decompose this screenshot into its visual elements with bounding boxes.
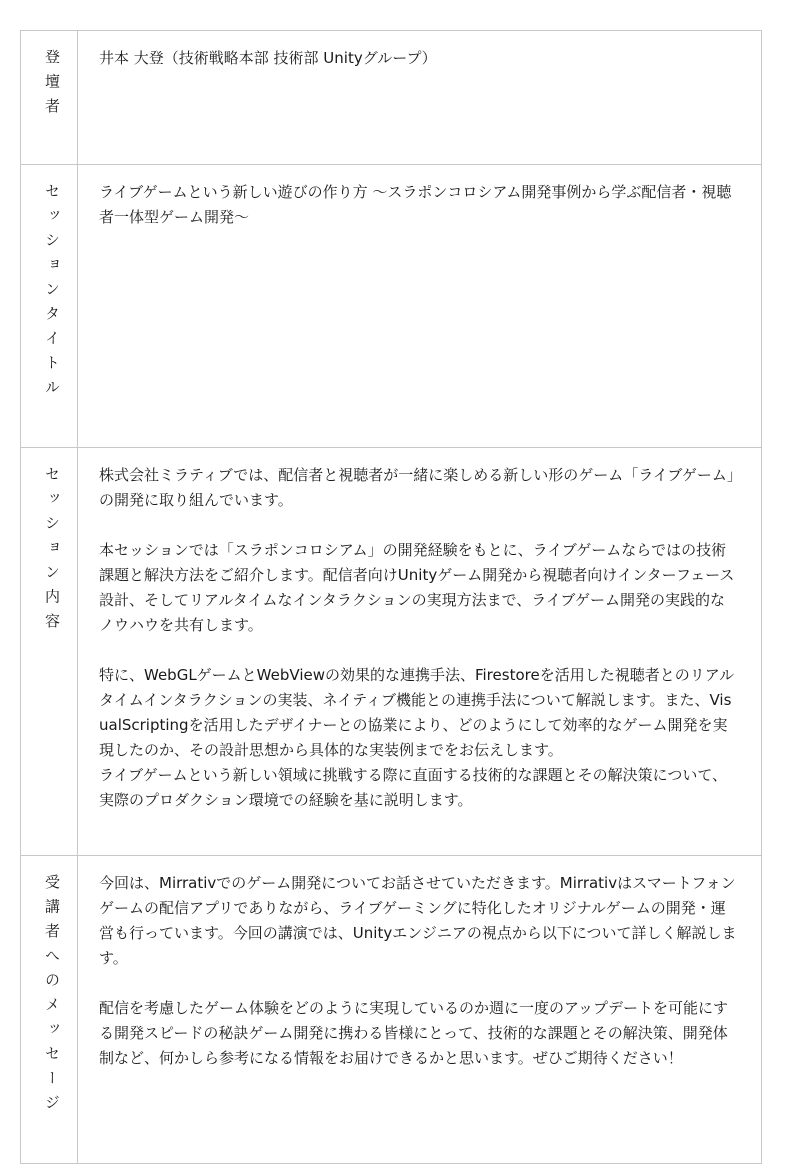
- label-cell: [21, 165, 78, 448]
- label-session-summary: セッション内容: [43, 466, 61, 638]
- label-message: 受講者へのメッセージ: [43, 874, 61, 1119]
- session-info-table: [20, 30, 762, 1164]
- label-cell: [21, 856, 78, 1164]
- speaker-name: 井本 大登（技術戦略本部 技術部 Unityグループ）: [99, 49, 437, 67]
- content-cell: [78, 165, 762, 448]
- session-title-text: ライブゲームという新しい遊びの作り方 〜スラポンコロシアム開発事例から学ぶ配信者・視聴者一体型ゲーム開発〜: [99, 183, 732, 226]
- summary-paragraph-1: 株式会社ミラティブでは、配信者と視聴者が一緒に楽しめる新しい形のゲーム「ライブゲーム」の開発に取り組んでいます。: [99, 466, 735, 509]
- content-cell: [78, 448, 762, 856]
- label-speaker: 登壇者: [43, 49, 61, 123]
- message-paragraph-2: 配信を考慮したゲーム体験をどのように実現しているのか週に一度のアップデートを可能にする開発スピードの秘訣ゲーム開発に携わる皆様にとって、技術的な課題とその解決策、開発体制など、何かしら参考になる情報をお届けできるかと思います。ぜひご期待ください！: [99, 999, 728, 1067]
- summary-paragraph-2: 本セッションでは「スラポンコロシアム」の開発経験をもとに、ライブゲームならではの技術課題と解決方法をご紹介します。配信者向けUnityゲーム開発から視聴者向けインターフェース設計、そしてリアルタイムなインタラクションの実現方法まで、ライブゲーム開発の実践的なノウハウを共有します。: [99, 541, 735, 634]
- content-cell: [78, 856, 762, 1164]
- table-row-message: [21, 856, 762, 1164]
- content-cell: [78, 31, 762, 165]
- label-cell: [21, 31, 78, 165]
- label-cell: [21, 448, 78, 856]
- table-row-speaker: [21, 31, 762, 165]
- table-row-session-summary: [21, 448, 762, 856]
- label-session-title: セッションタイトル: [43, 183, 61, 404]
- message-paragraph-1: 今回は、Mirrativでのゲーム開発についてお話させていただきます。Mirrativはスマートフォンゲームの配信アプリでありながら、ライブゲーミングに特化したオリジナルゲームの開発・運営も行っています。今回の講演では、Unityエンジニアの視点から以下について詳しく解説します。: [99, 874, 737, 967]
- table-row-session-title: [21, 165, 762, 448]
- summary-paragraph-3: 特に、WebGLゲームとWebViewの効果的な連携手法、Firestoreを活用した視聴者とのリアルタイムインタラクションの実装、ネイティブ機能との連携手法について解説します。また、VisualScriptingを活用したデザイナーとの協業により、どのようにして効率的なゲーム開発を実現したのか、その設計思想から具体的な実装例までをお伝えします。 ライブゲームという新しい領域に挑戦する際に直面する技術的な課題とその解決策について、実際のプロダクション環境での経験を基に説明します。: [99, 666, 735, 809]
